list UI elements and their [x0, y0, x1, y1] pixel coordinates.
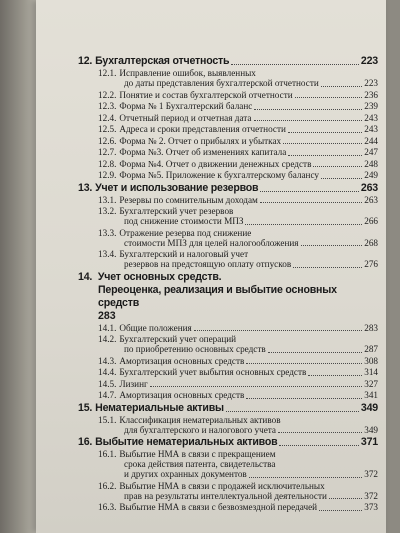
page-number: 373 — [364, 502, 378, 512]
section-number: 16. — [78, 436, 93, 448]
entry-number: 14.1. — [98, 322, 117, 333]
entry-number: 14.3. — [98, 355, 117, 366]
page-number: 283 — [98, 309, 116, 322]
page-number: 372 — [364, 490, 378, 501]
entry-title: Амортизация основных средств — [119, 390, 245, 400]
section-number: 13. — [78, 181, 93, 194]
entry-title-cont: и других охранных документов — [124, 469, 247, 479]
entry-number: 14.2. — [98, 334, 117, 344]
page-number: 266 — [364, 216, 378, 226]
book-page — [36, 0, 386, 533]
page-number: 349 — [364, 424, 378, 435]
entry-number: 12.7. — [98, 147, 117, 157]
page-number: 247 — [364, 147, 378, 157]
entry-title: Форма №5. Приложение к бухгалтерскому балансу — [119, 170, 319, 180]
toc-entry-16-1 — [78, 449, 378, 459]
leader-dots — [288, 155, 362, 156]
leader-dots — [321, 178, 362, 179]
section-title-cont: Переоценка, реализация и выбытие основных средств — [98, 283, 337, 309]
toc-entry-12-8 — [78, 159, 378, 171]
entry-title: Форма №4. Отчет о движении денежных средств — [119, 158, 312, 169]
toc-entry-12-5 — [78, 124, 378, 136]
leader-dots — [226, 411, 359, 412]
leader-dots — [301, 245, 363, 246]
section-title: Учет основных средств. — [97, 270, 222, 283]
toc-section-15 — [78, 402, 378, 415]
entry-title: Выбытие НМА в связи с безвозмездной передачей — [119, 502, 318, 512]
leader-dots — [278, 432, 362, 433]
entry-number: 12.8. — [98, 158, 117, 169]
toc-entry-13-2 — [78, 206, 378, 216]
page-number: 268 — [364, 237, 378, 248]
toc-entry-14-1 — [78, 323, 378, 335]
leader-dots — [321, 86, 362, 87]
toc-entry-12-7 — [78, 147, 378, 159]
entry-title-cont: до даты представления бухгалтерской отчетности — [124, 78, 319, 88]
toc-entry-14-4 — [78, 367, 378, 379]
page-number: 248 — [364, 158, 378, 169]
leader-dots — [268, 352, 362, 353]
toc-entry-14-5 — [78, 379, 378, 391]
entry-number: 12.1. — [98, 68, 117, 78]
leader-dots — [329, 498, 362, 499]
leader-dots — [246, 398, 362, 399]
section-title: Выбытие нематериальных активов — [95, 436, 278, 448]
entry-number: 14.5. — [98, 378, 117, 389]
entry-number: 12.3. — [98, 101, 117, 111]
entry-title: Амортизация основных средств — [119, 355, 245, 366]
entry-title-cont: для бухгалтерского и налогового учета — [124, 424, 276, 435]
leader-dots — [283, 143, 362, 144]
entry-title: Резервы по сомнительным доходам — [119, 194, 258, 205]
table-of-contents — [78, 55, 378, 514]
page-number: 223 — [364, 78, 378, 88]
toc-entry-12-6 — [78, 136, 378, 148]
section-number: 14. — [78, 270, 93, 283]
toc-entry-12-1-cont — [78, 78, 378, 90]
toc-entry-15-1-cont — [78, 425, 378, 437]
entry-title: Выбытие НМА в связи с прекращением — [119, 449, 276, 459]
page-number: 372 — [364, 469, 378, 479]
toc-entry-12-2 — [78, 90, 378, 102]
page-number: 341 — [364, 390, 378, 400]
entry-title-cont: под снижение стоимости МПЗ — [124, 216, 244, 226]
toc-entry-12-4 — [78, 113, 378, 125]
leader-dots — [249, 477, 362, 478]
toc-entry-13-2-cont — [78, 216, 378, 228]
entry-title: Понятие и состав бухгалтерской отчетности — [119, 89, 293, 100]
toc-entry-16-2-cont — [78, 491, 378, 503]
page-number: 327 — [364, 378, 378, 389]
toc-entry-14-3 — [78, 356, 378, 368]
entry-number: 13.1. — [98, 194, 117, 205]
entry-title: Бухгалтерский и налоговый учет — [119, 249, 249, 259]
toc-section-14 — [78, 271, 378, 284]
toc-section-12 — [78, 55, 378, 68]
entry-number: 13.2. — [98, 206, 117, 216]
leader-dots — [194, 330, 362, 331]
entry-number: 12.6. — [98, 135, 117, 146]
leader-dots — [260, 191, 359, 192]
entry-title: Выбытие НМА в связи с продажей исключительных — [119, 480, 325, 491]
page-number: 371 — [360, 436, 378, 448]
section-title: Учет и использование резервов — [95, 181, 259, 194]
entry-title: Бухгалтерский учет резервов — [119, 206, 234, 216]
entry-title: Бухгалтерский учет операций — [119, 334, 237, 344]
page-number: 243 — [364, 124, 378, 134]
toc-entry-12-9 — [78, 170, 378, 182]
toc-entry-14-2-cont — [78, 344, 378, 356]
leader-dots — [260, 202, 362, 203]
entry-number: 16.2. — [98, 480, 117, 491]
entry-number: 12.5. — [98, 124, 117, 134]
toc-section-16 — [78, 436, 378, 449]
entry-number: 16.1. — [98, 449, 117, 459]
page-number: 244 — [364, 135, 378, 146]
entry-title: Отчетный период и отчетная дата — [119, 112, 252, 123]
section-number: 15. — [78, 401, 93, 414]
page-number: 263 — [364, 194, 378, 205]
page-number: 314 — [364, 367, 378, 377]
entry-title: Адреса и сроки представления отчетности — [119, 124, 286, 134]
page-number: 283 — [364, 322, 378, 333]
toc-entry-15-1 — [78, 415, 378, 425]
page-number: 349 — [360, 401, 378, 414]
toc-entry-12-1 — [78, 68, 378, 78]
leader-dots — [295, 97, 363, 98]
toc-entry-16-1-cont: срока действия патента, свидетельства — [124, 459, 276, 469]
section-title: Нематериальные активы — [95, 401, 224, 414]
page-number: 276 — [364, 259, 378, 269]
entry-title: Форма № 2. Отчет о прибылях и убытках — [119, 135, 282, 146]
toc-entry-12-3 — [78, 101, 378, 113]
toc-entry-13-1 — [78, 195, 378, 207]
page-number: 287 — [364, 344, 378, 354]
entry-title: Классификация нематериальных активов — [119, 414, 281, 425]
toc-entry-14-7 — [78, 390, 378, 402]
leader-dots — [313, 166, 362, 167]
leader-dots — [308, 375, 362, 376]
leader-dots — [245, 224, 362, 225]
entry-title: Исправление ошибок, выявленных — [119, 68, 256, 78]
entry-title: Общие положения — [119, 322, 192, 333]
page-number: 243 — [364, 112, 378, 123]
book-spine — [0, 0, 36, 533]
entry-number: 13.3. — [98, 227, 117, 238]
leader-dots — [293, 267, 362, 268]
section-number: 12. — [78, 55, 93, 67]
leader-dots — [254, 120, 363, 121]
toc-entry-14-2 — [78, 334, 378, 344]
leader-dots — [150, 386, 362, 387]
page-number: 308 — [364, 355, 378, 366]
entry-title-cont: прав на результаты интеллектуальной деятельности — [124, 490, 327, 501]
leader-dots — [246, 363, 362, 364]
entry-title: Лизинг — [119, 378, 148, 389]
entry-number: 13.4. — [98, 249, 117, 259]
toc-entry-16-3 — [78, 502, 378, 514]
leader-dots — [279, 445, 358, 446]
toc-entry-13-3 — [78, 228, 378, 238]
entry-title: Бухгалтерский учет выбытия основных средств — [119, 367, 307, 377]
toc-entry-13-4 — [78, 249, 378, 259]
entry-title: Форма №3. Отчет об изменениях капитала — [119, 147, 287, 157]
page-number: 239 — [364, 101, 378, 111]
entry-number: 14.4. — [98, 367, 117, 377]
entry-title: Форма № 1 Бухгалтерский баланс — [119, 101, 253, 111]
page-number: 236 — [364, 89, 378, 100]
entry-number: 14.7. — [98, 390, 117, 400]
toc-entry-16-1-cont2 — [78, 469, 378, 481]
entry-title-cont: стоимости МПЗ для целей налогообложения — [124, 237, 299, 248]
toc-entry-16-2 — [78, 481, 378, 491]
toc-section-13 — [78, 182, 378, 195]
leader-dots — [254, 109, 362, 110]
entry-number: 12.4. — [98, 112, 117, 123]
toc-entry-13-4-cont — [78, 259, 378, 271]
entry-number: 15.1. — [98, 414, 117, 425]
entry-title-cont: резервов на предстоящую оплату отпусков — [124, 259, 292, 269]
leader-dots — [231, 64, 359, 65]
entry-number: 12.9. — [98, 170, 117, 180]
page-number: 263 — [360, 181, 378, 194]
entry-number: 16.3. — [98, 502, 117, 512]
entry-title-cont: по приобретению основных средств — [124, 344, 266, 354]
page-number: 249 — [364, 170, 378, 180]
entry-number: 12.2. — [98, 89, 117, 100]
toc-entry-13-3-cont — [78, 238, 378, 250]
entry-title: Отражение резерва под снижение — [119, 227, 252, 238]
leader-dots — [319, 510, 362, 511]
page-number: 223 — [360, 55, 378, 67]
leader-dots — [288, 132, 362, 133]
section-title: Бухгалтерская отчетность — [95, 55, 230, 67]
